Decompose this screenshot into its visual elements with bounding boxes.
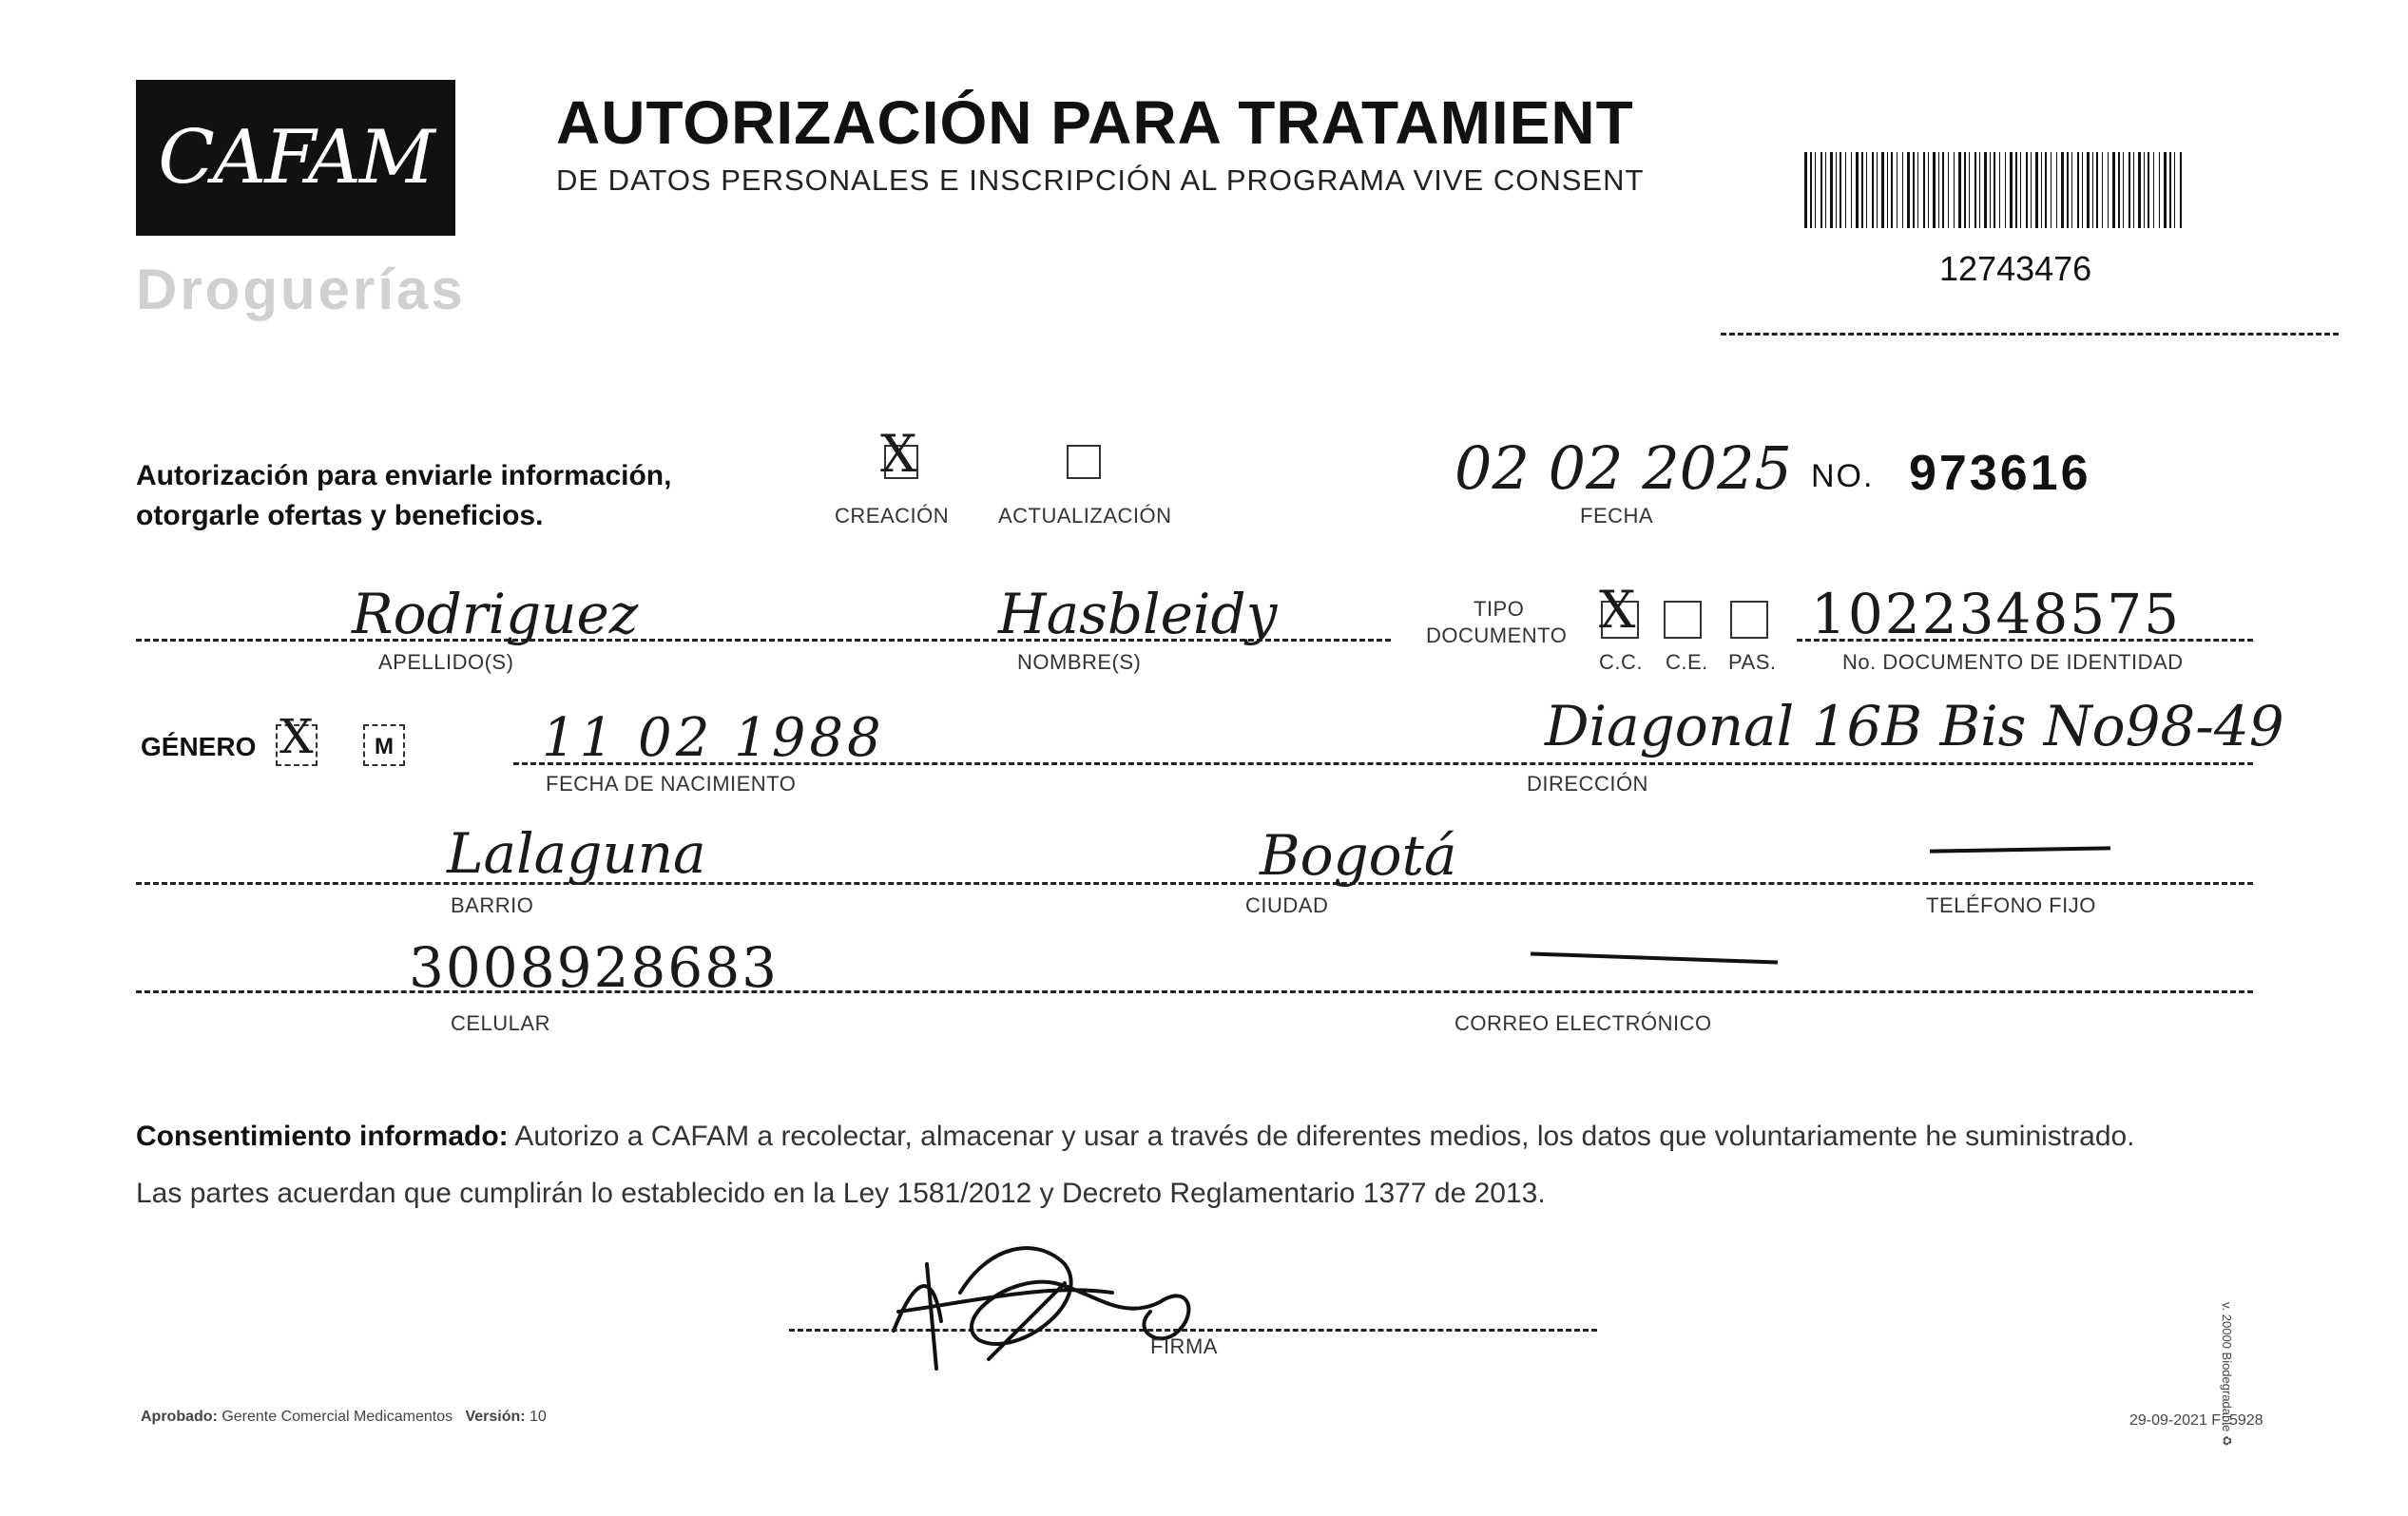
consent-heading: Consentimiento informado: xyxy=(136,1121,509,1152)
date-value: 02 02 2025 xyxy=(1454,433,1792,503)
name-value: Hasbleidy xyxy=(998,582,1278,646)
approved-value: Gerente Comercial Medicamentos xyxy=(222,1409,453,1425)
ce-label: C.E. xyxy=(1666,650,1708,674)
update-checkbox[interactable] xyxy=(1067,445,1101,479)
gender-f-mark: X xyxy=(279,709,314,764)
doc-number-label: No. DOCUMENTO DE IDENTIDAD xyxy=(1842,650,2184,674)
barrio-label: BARRIO xyxy=(451,893,534,917)
barcode-number: 12743476 xyxy=(1939,249,2092,288)
city-value: Bogotá xyxy=(1260,823,1457,888)
logo-subtitle: Droguerías xyxy=(136,258,466,321)
city-label: CIUDAD xyxy=(1245,893,1329,917)
footer-approved xyxy=(141,1409,547,1426)
doc-type-label-1: TIPO xyxy=(1474,597,1525,621)
surname-value: Rodriguez xyxy=(352,582,639,646)
phone-strike xyxy=(1930,846,2110,853)
creation-mark: X xyxy=(880,424,917,484)
page-subtitle: DE DATOS PERSONALES E INSCRIPCIÓN AL PROGRAMA VIVE CONSENT xyxy=(556,163,1645,197)
name-label: NOMBRE(S) xyxy=(1017,650,1142,674)
address-value: Diagonal 16B Bis No98-49 xyxy=(1545,694,2284,758)
email-label: CORREO ELECTRÓNICO xyxy=(1454,1011,1712,1035)
signature-scribble-icon xyxy=(875,1226,1217,1388)
cell-label: CELULAR xyxy=(451,1011,550,1035)
update-label: ACTUALIZACIÓN xyxy=(998,504,1172,528)
cafam-logo xyxy=(136,80,455,236)
date-label: FECHA xyxy=(1580,504,1654,528)
pas-label: PAS. xyxy=(1728,650,1777,674)
gender-label: GÉNERO xyxy=(141,732,257,761)
gender-m-label: M xyxy=(375,734,394,759)
consent-line-2: Las partes acuerdan que cumplirán lo establecido en la Ley 1581/2012 y Decreto Reglamentario 1377 de 2013. xyxy=(136,1178,1546,1209)
signature-label: FIRMA xyxy=(1150,1334,1218,1358)
page-title: AUTORIZACIÓN PARA TRATAMIENT xyxy=(556,88,1634,157)
form-number: 973616 xyxy=(1909,446,2091,501)
consent-line-1: Autorizo a CAFAM a recolectar, almacenar y usar a través de diferentes medios, los datos que voluntariamente he suministrado. xyxy=(508,1121,2135,1152)
surname-label: APELLIDO(S) xyxy=(378,650,514,674)
ce-checkbox[interactable] xyxy=(1664,601,1702,639)
address-label: DIRECCIÓN xyxy=(1527,772,1648,796)
phone-label: TELÉFONO FIJO xyxy=(1926,893,2096,917)
approved-label: Aprobado: xyxy=(141,1409,218,1425)
barcode-icon xyxy=(1804,152,2185,228)
doc-type-label-2: DOCUMENTO xyxy=(1426,624,1568,647)
logo-text: CAFAM xyxy=(158,115,433,201)
no-label: NO. xyxy=(1811,458,1875,494)
version-label: Versión: xyxy=(465,1409,526,1425)
intro-line-1: Autorización para enviarle información, xyxy=(136,460,672,491)
cell-value: 3008928683 xyxy=(409,935,780,1000)
version-value: 10 xyxy=(530,1409,547,1425)
pas-checkbox[interactable] xyxy=(1730,601,1768,639)
email-strike xyxy=(1531,951,1778,964)
consent-text xyxy=(136,1108,2265,1222)
footer-right: 29-09-2021 F: 5928 xyxy=(2129,1412,2264,1429)
doc-number-value: 1022348575 xyxy=(1811,582,2182,646)
cc-label: C.C. xyxy=(1599,650,1643,674)
intro-text xyxy=(136,456,671,536)
birth-label: FECHA DE NACIMIENTO xyxy=(546,772,797,796)
header-divider xyxy=(1721,333,2339,336)
intro-line-2: otorgarle ofertas y beneficios. xyxy=(136,500,544,531)
creation-label: CREACIÓN xyxy=(835,504,950,528)
footer-side: v. 20000 Biodegradable ♻ xyxy=(2220,1302,2234,1447)
cc-mark: X xyxy=(1599,580,1636,640)
barrio-value: Lalaguna xyxy=(447,821,706,886)
birth-value: 11 02 1988 xyxy=(542,707,885,769)
